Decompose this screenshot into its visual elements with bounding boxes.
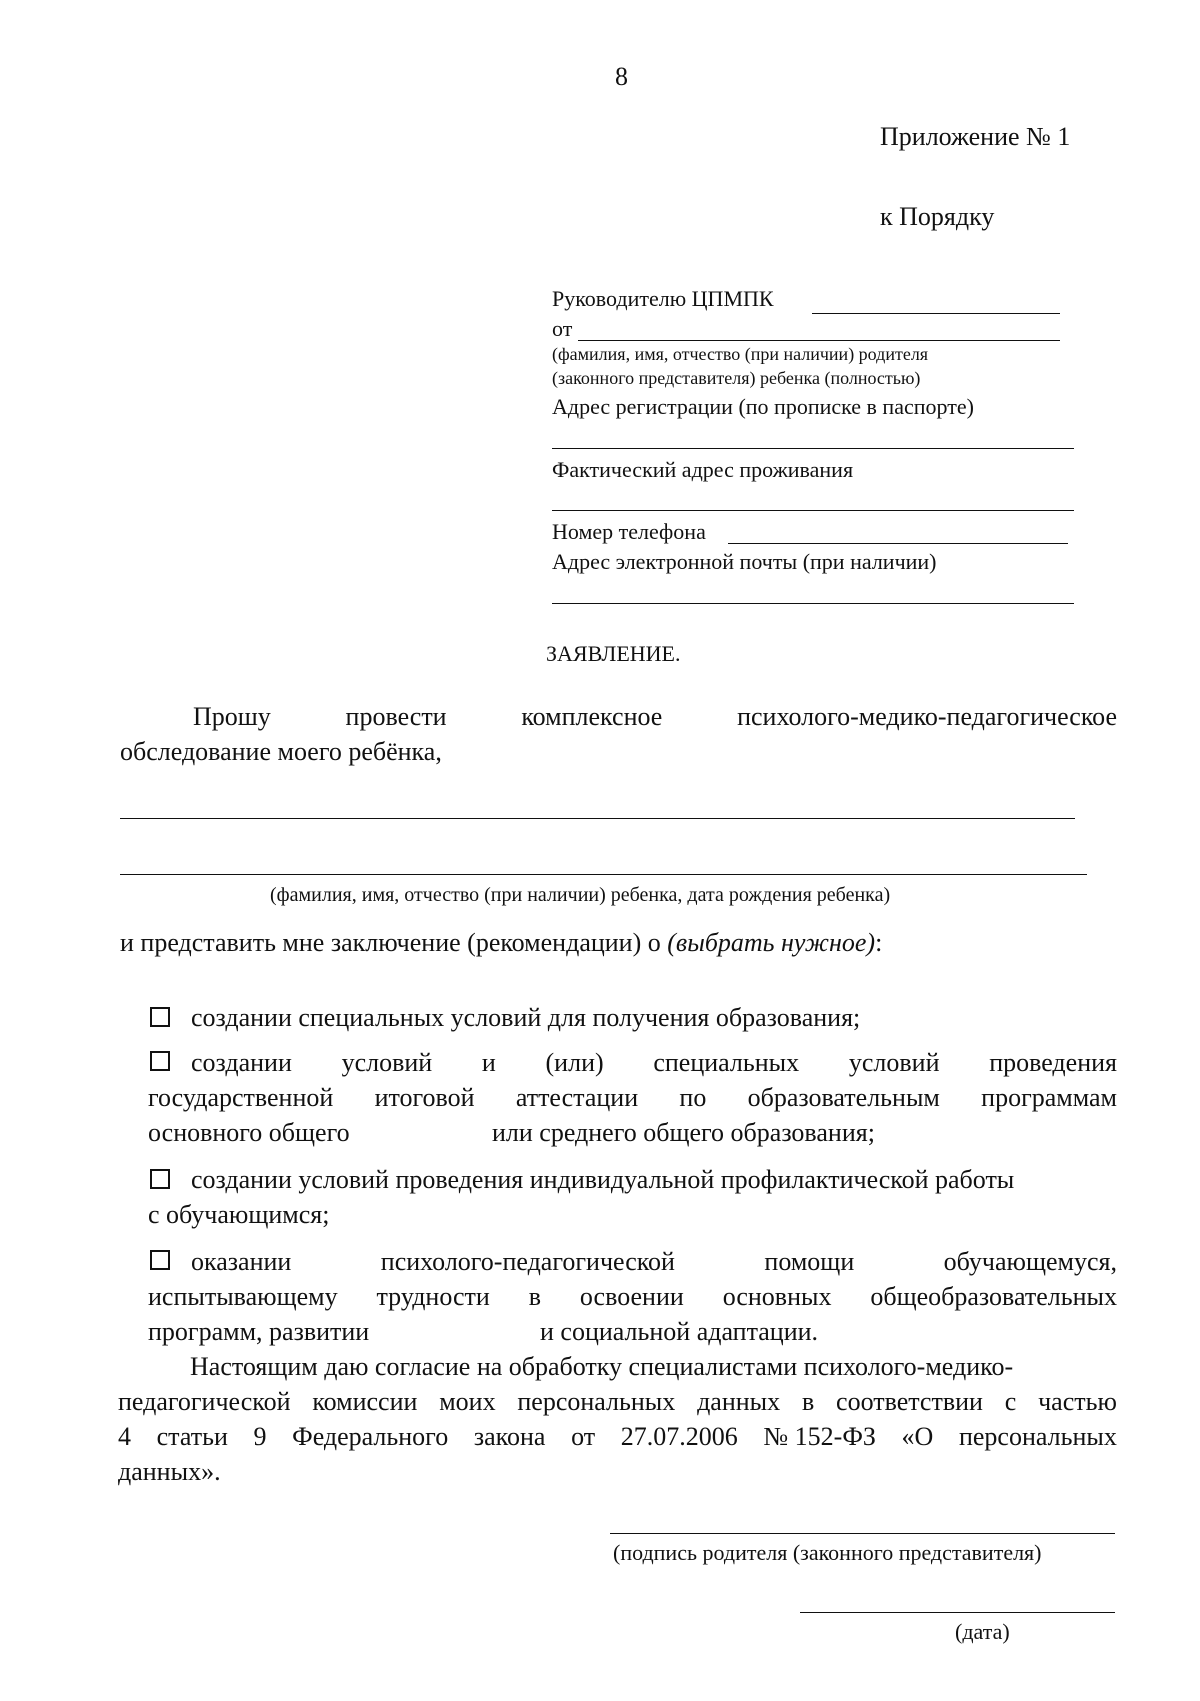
option-2-line-1 xyxy=(191,1048,1117,1078)
consent-word: данных xyxy=(697,1387,781,1416)
consent-word: частью xyxy=(1038,1387,1117,1416)
conclusion-colon: : xyxy=(875,928,883,957)
option-3-line-2: с обучающимся; xyxy=(148,1200,330,1229)
option-4-line-1 xyxy=(191,1247,1117,1277)
consent-word: закона xyxy=(473,1422,546,1451)
consent-line-2 xyxy=(118,1387,1117,1417)
date-note: (дата) xyxy=(955,1619,1010,1644)
email-label: Адрес электронной почты (при наличии) xyxy=(552,549,937,574)
conclusion-line xyxy=(120,928,882,958)
consent-word: комиссии xyxy=(312,1387,418,1416)
actual-address-line xyxy=(552,510,1074,511)
email-line xyxy=(552,603,1074,604)
consent-word: персональных xyxy=(517,1387,676,1416)
option-2-line-3b: или среднего общего образования; xyxy=(492,1118,875,1147)
consent-word: соответствии xyxy=(836,1387,983,1416)
date-line xyxy=(800,1612,1115,1613)
consent-word: «О xyxy=(901,1422,934,1451)
to-order-label: к Порядку xyxy=(880,202,995,231)
option-2-word: создании xyxy=(191,1048,292,1077)
fio-note-1: (фамилия, имя, отчество (при наличии) родителя xyxy=(552,344,929,364)
request-line-1 xyxy=(193,702,1117,732)
option-4-word: психолого-педагогической xyxy=(380,1247,675,1276)
consent-line-1: Настоящим даю согласие на обработку специалистами психолого-медико- xyxy=(190,1352,1014,1381)
option-4-word: испытывающему xyxy=(148,1282,338,1311)
request-word: комплексное xyxy=(521,702,663,731)
head-name-line xyxy=(812,313,1060,314)
consent-line-3 xyxy=(118,1422,1117,1452)
option-4-word: в xyxy=(528,1282,541,1311)
option-4-word: основных xyxy=(722,1282,832,1311)
option-4-word: общеобразовательных xyxy=(870,1282,1117,1311)
option-2-word: специальных xyxy=(653,1048,800,1077)
request-line-2: обследование моего ребёнка, xyxy=(120,737,442,766)
phone-line xyxy=(728,543,1068,544)
option-2-word: образовательным xyxy=(747,1083,940,1112)
child-line-1 xyxy=(120,818,1075,819)
document-title: ЗАЯВЛЕНИЕ. xyxy=(546,641,681,666)
option-4-word: помощи xyxy=(764,1247,855,1276)
consent-word: Федерального xyxy=(292,1422,449,1451)
consent-word: статьи xyxy=(156,1422,228,1451)
reg-address-line xyxy=(552,448,1074,449)
child-note: (фамилия, имя, отчество (при наличии) ребенка, дата рождения ребенка) xyxy=(270,884,891,906)
consent-word: 27.07.2006 xyxy=(620,1422,738,1451)
consent-word: с xyxy=(1004,1387,1017,1416)
option-2-word: условий xyxy=(341,1048,433,1077)
option-1-checkbox[interactable] xyxy=(150,1007,170,1027)
option-2-word: по xyxy=(679,1083,707,1112)
option-2-line-2 xyxy=(148,1083,1117,1113)
option-1-text: создании специальных условий для получения образования; xyxy=(191,1003,861,1032)
signature-note: (подпись родителя (законного представителя) xyxy=(613,1540,1042,1565)
from-label: от xyxy=(552,316,573,341)
consent-word: в xyxy=(801,1387,815,1416)
option-4-word: трудности xyxy=(376,1282,490,1311)
option-3-line-1: создании условий проведения индивидуальной профилактической работы xyxy=(191,1165,1015,1194)
addressee-head: Руководителю ЦПМПК xyxy=(552,286,774,311)
appendix-label: Приложение № 1 xyxy=(880,122,1071,151)
option-2-word: итоговой xyxy=(374,1083,475,1112)
option-4-line-2 xyxy=(148,1282,1117,1312)
option-2-word: проведения xyxy=(989,1048,1117,1077)
option-2-word: программам xyxy=(981,1083,1117,1112)
consent-word: 4 xyxy=(118,1422,131,1451)
option-2-checkbox[interactable] xyxy=(150,1051,170,1071)
reg-address-label: Адрес регистрации (по прописке в паспорте) xyxy=(552,394,974,419)
consent-word: педагогической xyxy=(118,1387,291,1416)
request-word: Прошу xyxy=(193,702,271,731)
request-word: психолого-медико-педагогическое xyxy=(737,702,1117,731)
consent-word: от xyxy=(571,1422,596,1451)
option-3-checkbox[interactable] xyxy=(150,1169,170,1189)
option-2-word: условий xyxy=(848,1048,940,1077)
conclusion-hint: (выбрать нужное) xyxy=(667,928,876,957)
consent-word: № 152-ФЗ xyxy=(763,1422,876,1451)
option-4-line-3b: и социальной адаптации. xyxy=(540,1317,819,1346)
consent-word: моих xyxy=(439,1387,496,1416)
consent-word: персональных xyxy=(958,1422,1117,1451)
option-4-line-3a: программ, развитии xyxy=(148,1317,370,1346)
consent-word: 9 xyxy=(253,1422,267,1451)
phone-label: Номер телефона xyxy=(552,519,706,544)
option-2-line-3a: основного общего xyxy=(148,1118,350,1147)
option-2-word: (или) xyxy=(545,1048,604,1077)
option-2-word: государственной xyxy=(148,1083,334,1112)
option-4-checkbox[interactable] xyxy=(150,1250,170,1270)
page-number: 8 xyxy=(615,62,628,91)
option-4-word: оказании xyxy=(191,1247,292,1276)
option-4-word: освоении xyxy=(579,1282,684,1311)
actual-address-label: Фактический адрес проживания xyxy=(552,457,854,482)
option-2-word: аттестации xyxy=(515,1083,639,1112)
consent-line-4: данных». xyxy=(118,1457,221,1486)
request-word: провести xyxy=(345,702,447,731)
conclusion-text: и представить мне заключение (рекомендации) о xyxy=(120,928,668,957)
option-2-word: и xyxy=(481,1048,496,1077)
signature-line xyxy=(610,1533,1115,1534)
from-line xyxy=(578,340,1060,341)
option-4-word: обучающемуся, xyxy=(943,1247,1117,1276)
fio-note-2: (законного представителя) ребенка (полностью) xyxy=(552,368,921,388)
child-line-2 xyxy=(120,874,1087,875)
